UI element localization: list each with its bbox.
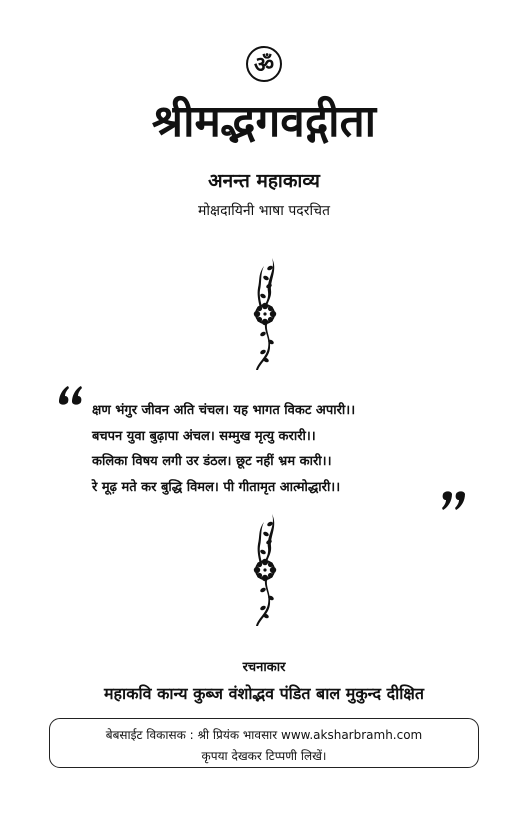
- om-symbol: ॐ: [253, 53, 275, 78]
- open-quote-icon: [56, 382, 86, 412]
- author-name: महाकवि कान्य कुब्ज वंशोद्भव पंडित बाल मुकुन्द दीक्षित: [103, 684, 425, 703]
- verse-line: क्षण भंगुर जीवन अति चंचल। यह भागत विकट अपारी।।: [92, 403, 356, 418]
- verse-block: [92, 398, 452, 500]
- verse-line: बचपन युवा बुढ़ापा अंचल। सम्मुख मृत्यु करारी।।: [92, 428, 316, 444]
- verse-line: कलिका विषय लगी उर डंठल। छूट नहीं भ्रम कारी।।: [92, 454, 332, 469]
- verse-line: रे मूढ़ मते कर बुद्धि विमल। पी गीतामृत आत्मोद्धारी।।: [92, 479, 341, 495]
- paisley-flower-ornament-icon: [248, 512, 282, 628]
- page-subtitle: अनन्त महाकाव्य: [208, 170, 320, 192]
- page-title: श्रीमद्भगवद्गीता: [151, 96, 377, 147]
- author-label: रचनाकार: [242, 660, 286, 675]
- page-tagline: मोक्षदायिनी भाषा पदरचित: [198, 203, 330, 219]
- footer-credits-box: [49, 718, 479, 768]
- paisley-flower-ornament-icon: [248, 256, 282, 372]
- close-quote-icon: [438, 484, 468, 514]
- footer-feedback-note: कृपया देखकर टिप्पणी लिखें।: [201, 749, 327, 763]
- om-icon: [245, 45, 283, 83]
- footer-developer-credit: बेबसाईट विकासक : श्री प्रियंक भावसार www.aksharbramh.com: [105, 728, 423, 742]
